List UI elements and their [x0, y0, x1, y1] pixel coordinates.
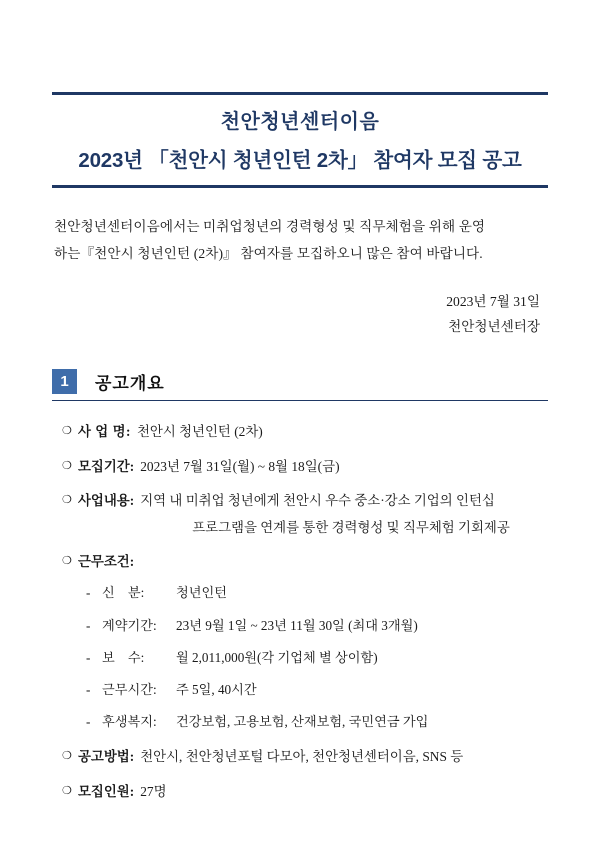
list-item-label: 근무시간:: [102, 681, 157, 697]
list-item-value: 23년 9월 1일 ~ 23년 11월 30일 (최대 3개월): [176, 617, 418, 633]
signature-block: [52, 289, 540, 339]
list-item-label: 신 분:: [102, 585, 145, 601]
bullet-icon: ❍: [62, 494, 72, 507]
dash-icon: -: [86, 617, 91, 633]
business-detail-line-2: 프로그램을 연계를 통한 경력형성 및 직무체험 기회제공: [192, 519, 510, 535]
bullet-icon: ❍: [62, 555, 72, 568]
list-item-label: 모집인원:: [78, 783, 135, 799]
page-title-primary: 천안청년센터이음: [220, 111, 380, 133]
intro-line-2: 하는『천안시 청년인턴 (2차)』 참여자를 모집하오니 많은 참여 바랍니다.: [54, 245, 483, 261]
list-item: [62, 746, 548, 767]
section-title: 공고개요: [95, 374, 165, 394]
bullet-icon: ❍: [62, 425, 72, 438]
dash-icon: -: [86, 713, 91, 729]
list-item-label: 후생복지:: [102, 713, 157, 729]
list-item-label: 사 업 명:: [78, 424, 131, 440]
list-item: [86, 582, 548, 603]
list-item-value: 천안시, 천안청년포털 다모아, 천안청년센터이음, SNS 등: [140, 749, 464, 765]
bullet-icon: ❍: [62, 784, 72, 797]
list-item: [86, 711, 548, 732]
list-item: [86, 647, 548, 668]
signature-name: 천안청년센터장: [448, 319, 540, 335]
business-detail-line-1: 지역 내 미취업 청년에게 천안시 우수 중소·강소 기업의 인턴십: [140, 493, 495, 509]
list-item: [86, 615, 548, 636]
work-conditions-heading: [62, 551, 548, 572]
list-item-label: 공고방법:: [78, 749, 135, 765]
list-item-label: 모집기간:: [78, 458, 135, 474]
list-item-value: 청년인턴: [176, 585, 227, 601]
list-item-value: 주 5일, 40시간: [176, 681, 257, 697]
intro-line-1: 천안청년센터이음에서는 미취업청년의 경력형성 및 직무체험을 위해 운영: [54, 219, 486, 234]
bullet-icon: ❍: [62, 750, 72, 763]
page-title-secondary: 2023년 「천안시 청년인턴 2차」 참여자 모집 공고: [78, 149, 522, 172]
signature-date: 2023년 7월 31일: [446, 294, 540, 309]
list-item: [86, 679, 548, 700]
list-item: [62, 781, 548, 802]
list-item-value: [140, 490, 548, 538]
list-item-label: 보 수:: [102, 649, 145, 665]
section-content: [52, 421, 548, 802]
intro-paragraph: [52, 214, 548, 267]
section-number-badge: 1: [52, 369, 77, 394]
dash-icon: -: [86, 585, 91, 601]
dash-icon: -: [86, 681, 91, 697]
list-item-value: 건강보험, 고용보험, 산재보험, 국민연금 가입: [176, 713, 429, 729]
bullet-icon: ❍: [62, 459, 72, 472]
list-item-value: 월 2,011,000원(각 기업체 별 상이함): [176, 649, 378, 665]
list-item-label: 계약기간:: [102, 617, 157, 633]
work-conditions-label: 근무조건:: [78, 554, 135, 570]
list-item: [62, 456, 548, 477]
list-item-value: 천안시 청년인턴 (2차): [136, 424, 263, 440]
list-item-value: 27명: [140, 783, 167, 799]
list-item-business-detail: [62, 490, 548, 538]
list-item: [62, 421, 548, 442]
document-title-block: [52, 92, 548, 188]
dash-icon: -: [86, 649, 91, 665]
list-item-value: 2023년 7월 31일(월) ~ 8월 18일(금): [140, 458, 340, 474]
work-conditions-list: [62, 582, 548, 732]
section-heading: [52, 369, 548, 401]
list-item-label: 사업내용:: [78, 493, 135, 509]
